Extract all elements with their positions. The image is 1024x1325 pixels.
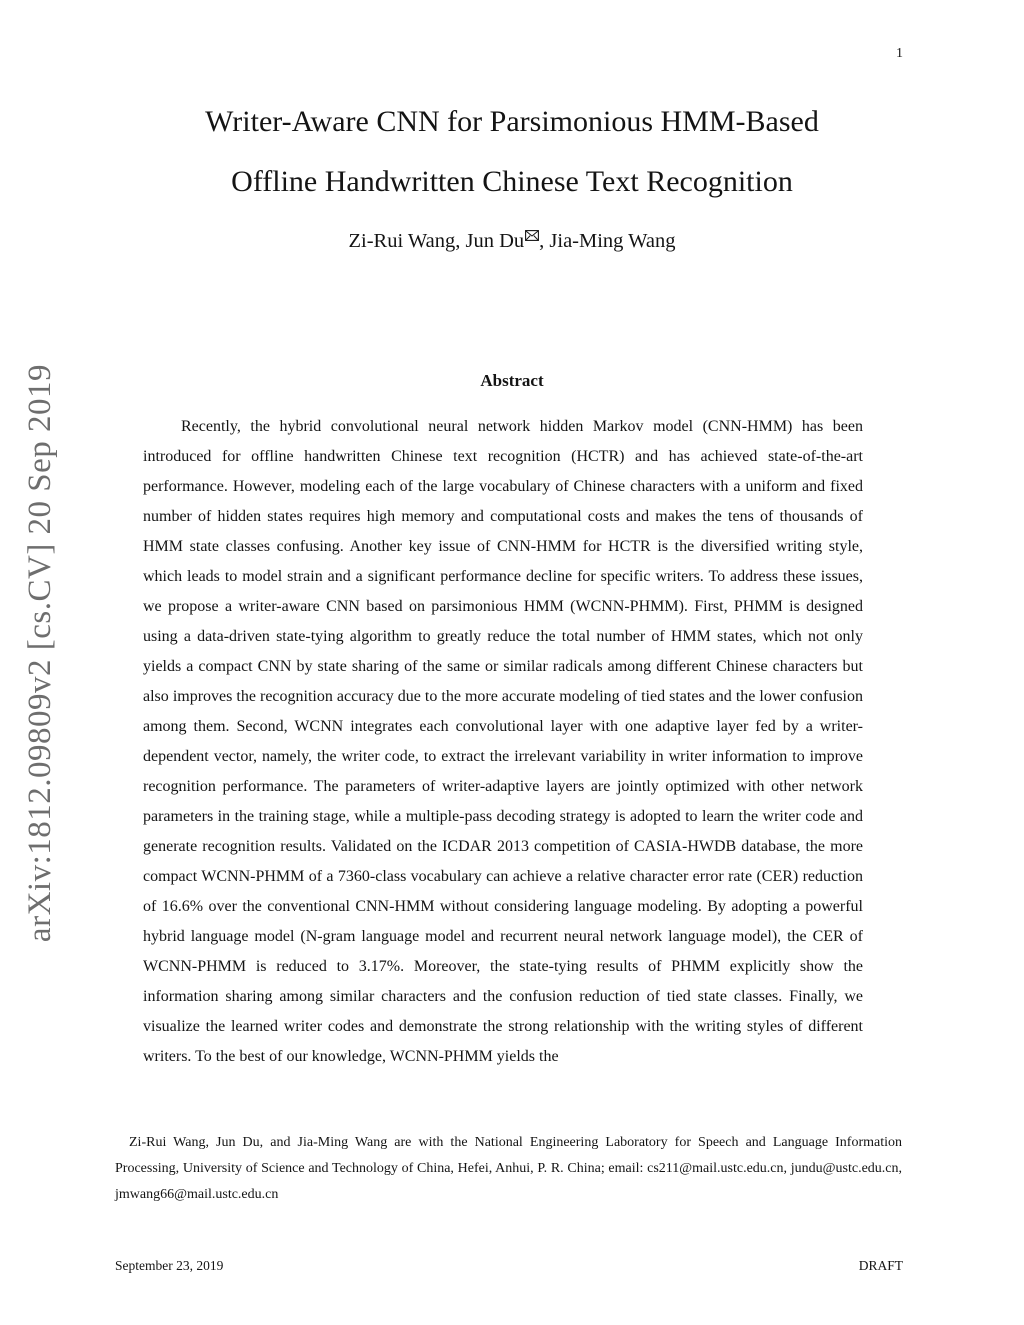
abstract-text: Recently, the hybrid convolutional neural network hidden Markov model (CNN-HMM) has been introduced for offline handwritten Chinese text recognition (HCTR) and has achieved state-of-the-art performance. However, modeling each of the large vocabulary of Chinese characters with a uniform and fixed number of hidden states requires high memory and computational costs and makes the tens of thousands of HMM state classes confusing. Another key issue of CNN-HMM for HCTR is the diversified writing style, which leads to model strain and a significant performance decline for specific writers. To address these issues, we propose a writer-aware CNN based on parsimonious HMM (WCNN-PHMM). First, PHMM is designed using a data-driven state-tying algorithm to greatly reduce the total number of HMM states, which not only yields a compact CNN by state sharing of the same or similar radicals among different Chinese characters but also improves the recognition accuracy due to the more accurate modeling of tied states and the lower confusion among them. Second, WCNN integrates each convolutional layer with one adaptive layer fed by a writer-dependent vector, namely, the writer code, to extract the irrelevant variability in writer information to improve recognition performance. The parameters of writer-adaptive layers are jointly optimized with other network parameters in the training stage, while a multiple-pass decoding strategy is adopted to learn the writer code and generate recognition results. Validated on the ICDAR 2013 competition of CASIA-HWDB database, the more compact WCNN-PHMM of a 7360-class vocabulary can achieve a relative character error rate (CER) reduction of 16.6% over the conventional CNN-HMM without considering language modeling. By adopting a powerful hybrid language model (N-gram language model and recurrent neural network language model), the CER of WCNN-PHMM is reduced to 3.17%. Moreover, the state-tying results of PHMM explicitly show the information sharing among similar characters and the confusion reduction of tied state classes. Finally, we visualize the learned writer codes and demonstrate the strong relationship with the writing styles of different writers. To the best of our knowledge, WCNN-PHMM yields the: [143, 418, 863, 1065]
arxiv-watermark: arXiv:1812.09809v2 [cs.CV] 20 Sep 2019: [22, 363, 58, 943]
abstract-heading: Abstract: [480, 371, 544, 390]
paper-title-line1: Writer-Aware CNN for Parsimonious HMM-Based: [205, 105, 819, 138]
footer-date: September 23, 2019: [115, 1258, 224, 1273]
paper-title: [0, 92, 1024, 212]
footer-draft-label: DRAFT: [858, 1258, 903, 1273]
author-line: [0, 228, 1024, 254]
author-names-first: Zi-Rui Wang, Jun Du: [348, 230, 525, 252]
paper-title-line2: Offline Handwritten Chinese Text Recognition: [231, 165, 793, 198]
author-affiliation-footnote: Zi-Rui Wang, Jun Du, and Jia-Ming Wang are with the National Engineering Laboratory for Speech and Language Information Processing, University of Science and Technology of China, Hefei, Anhui, P. R. China; email: cs211@mail.ustc.edu.cn, jundu@ustc.edu.cn, jmwang66@mail.ustc.edu.cn: [115, 1135, 902, 1202]
page-number: 1: [896, 46, 903, 61]
envelope-icon: [525, 222, 539, 248]
page-footer: [115, 1258, 903, 1274]
author-names-rest: , Jia-Ming Wang: [539, 230, 676, 252]
